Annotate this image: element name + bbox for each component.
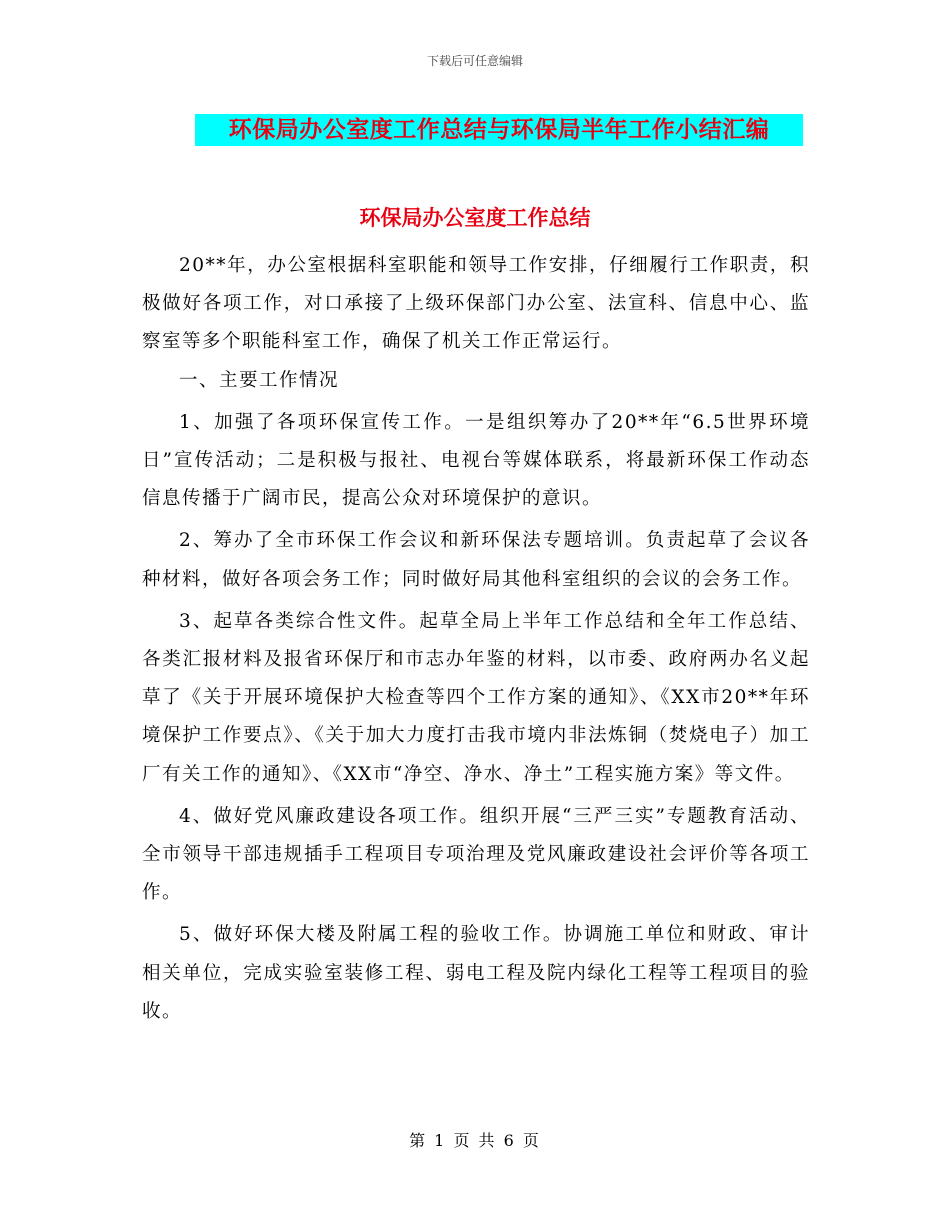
paragraph-item-2: 2、筹办了全市环保工作会议和新环保法专题培训。负责起草了会议各种材料，做好各项会务工作；同时做好局其他科室组织的会议的会务工作。 bbox=[142, 530, 810, 590]
heading-main-work: 一、主要工作情况 bbox=[179, 369, 340, 391]
document-body bbox=[142, 247, 810, 1031]
paragraph-item-4: 4、做好党风廉政建设各项工作。组织开展“三严三实”专题教育活动、全市领导干部违规插手工程项目专项治理及党风廉政建设社会评价等各项工作。 bbox=[142, 805, 810, 904]
main-title: 环保局办公室度工作总结与环保局半年工作小结汇编 bbox=[228, 117, 770, 143]
page-indicator: 第 1 页 共 6 页 bbox=[409, 1131, 541, 1150]
paragraph-item-5: 5、做好环保大楼及附属工程的验收工作。协调施工单位和财政、审计相关单位，完成实验室装修工程、弱电工程及院内绿化工程等工程项目的验收。 bbox=[142, 924, 810, 1022]
paragraph-intro: 20**年，办公室根据科室职能和领导工作安排，仔细履行工作职责，积极做好各项工作，对口承接了上级环保部门办公室、法宣科、信息中心、监察室等多个职能科室工作，确保了机关工作正常运行。 bbox=[142, 255, 810, 353]
main-title-highlight bbox=[195, 114, 803, 146]
section-title: 环保局办公室度工作总结 bbox=[359, 206, 591, 230]
paragraph-item-3: 3、起草各类综合性文件。起草全局上半年工作总结和全年工作总结、各类汇报材料及报省环保厅和市志办年鉴的材料，以市委、政府两办名义起草了《关于开展环境保护大检查等四个工作方案的通知》、《XX市20**年环境保护工作要点》、《关于加大力度打击我市境内非法炼铜（焚烧电子）加工厂有关工作的通知》、《XX市“净空、净水、净土”工程实施方案》等文件。 bbox=[142, 610, 810, 785]
header-note: 下载后可任意编辑 bbox=[426, 54, 523, 68]
paragraph-item-1: 1、加强了各项环保宣传工作。一是组织筹办了20**年“6.5世界环境日”宣传活动；二是积极与报社、电视台等媒体联系，将最新环保工作动态信息传播于广阔市民，提高公众对环境保护的意识。 bbox=[142, 411, 810, 510]
